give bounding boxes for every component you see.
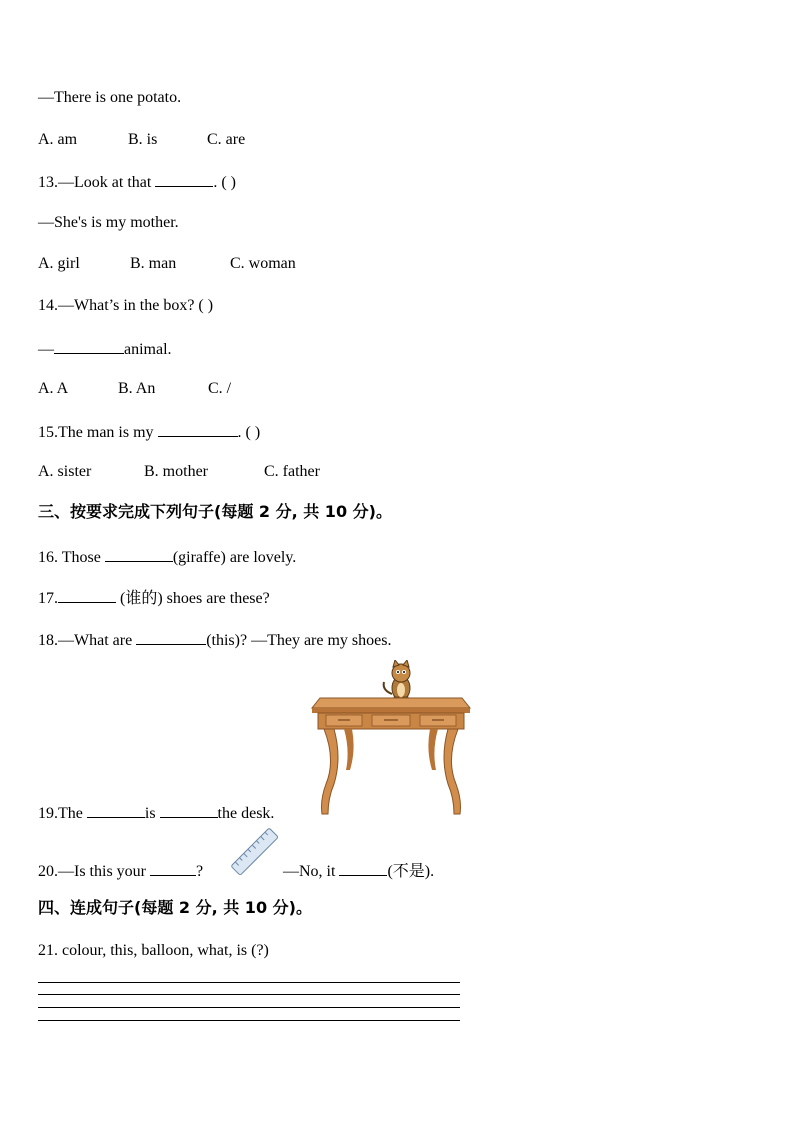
q17-suffix: (谁的) shoes are these? [116, 590, 270, 607]
option-b: B. is [128, 131, 158, 148]
q20-answer-prefix: —No, it [283, 863, 340, 880]
q14-options [38, 379, 231, 399]
section-3-heading: 三、按要求完成下列句子(每题 2 分, 共 10 分)。 [38, 502, 392, 521]
q21-prompt: 21. colour, this, balloon, what, is (?) [38, 942, 269, 959]
q19-prefix: 19.The [38, 805, 87, 822]
option-b: B. man [130, 255, 177, 272]
q17-question [38, 587, 270, 609]
q19-question [38, 802, 274, 824]
option-a: A. girl [38, 255, 80, 272]
q18-suffix: (this)? —They are my shoes. [206, 632, 392, 649]
q13-question [38, 171, 236, 193]
answer-blank [58, 587, 116, 603]
answer-blank [160, 802, 218, 818]
table-with-cat-icon [308, 660, 474, 818]
writing-line[interactable] [38, 994, 460, 995]
q16-suffix: (giraffe) are lovely. [172, 549, 297, 566]
answer-blank [87, 802, 145, 818]
q14-answer-line [38, 338, 172, 360]
q14-question: 14.—What’s in the box? ( ) [38, 297, 214, 314]
answer-blank [158, 421, 238, 437]
q13-answer-line: —She's is my mother. [38, 214, 179, 231]
answer-blank [105, 546, 173, 562]
q13-prefix: 13.—Look at that [38, 174, 156, 191]
q14-answer-prefix: — [38, 341, 54, 358]
q18-question [38, 629, 391, 651]
q12-answer-line: —There is one potato. [38, 89, 182, 106]
q15-question [38, 421, 260, 443]
cat-icon [384, 660, 410, 703]
option-b: B. An [118, 380, 156, 397]
q20-answer-suffix: (不是). [387, 863, 435, 880]
option-c: C. woman [230, 255, 296, 272]
answer-blank [339, 860, 387, 876]
writing-line[interactable] [38, 1007, 460, 1008]
option-c: C. / [208, 380, 232, 397]
q20-question [38, 860, 203, 882]
option-a: A. sister [38, 463, 92, 480]
q13-suffix: . ( ) [213, 174, 236, 191]
option-c: C. are [207, 131, 246, 148]
writing-line[interactable] [38, 1020, 460, 1021]
answer-blank [136, 629, 206, 645]
q17-prefix: 17. [38, 590, 58, 607]
option-b: B. mother [144, 463, 208, 480]
q20-answer [283, 860, 434, 882]
q20-suffix: ? [196, 863, 204, 880]
q18-prefix: 18.—What are [38, 632, 137, 649]
q15-suffix: . ( ) [237, 424, 261, 441]
q16-prefix: 16. Those [38, 549, 105, 566]
option-a: A. A [38, 380, 69, 397]
option-a: A. am [38, 131, 78, 148]
q19-middle: is [144, 805, 160, 822]
answer-blank [54, 338, 124, 354]
option-c: C. father [264, 463, 320, 480]
answer-blank [150, 860, 196, 876]
q14-answer-suffix: animal. [124, 341, 172, 358]
q19-suffix: the desk. [217, 805, 275, 822]
answer-blank [155, 171, 213, 187]
q20-prefix: 20.—Is this your [38, 863, 150, 880]
q13-options [38, 254, 296, 274]
ruler-icon [230, 828, 280, 876]
q15-prefix: 15.The man is my [38, 424, 158, 441]
writing-line[interactable] [38, 982, 460, 983]
section-4-heading: 四、连成句子(每题 2 分, 共 10 分)。 [38, 898, 312, 917]
q12-options [38, 130, 245, 150]
q16-question [38, 546, 296, 568]
q15-options [38, 462, 320, 482]
